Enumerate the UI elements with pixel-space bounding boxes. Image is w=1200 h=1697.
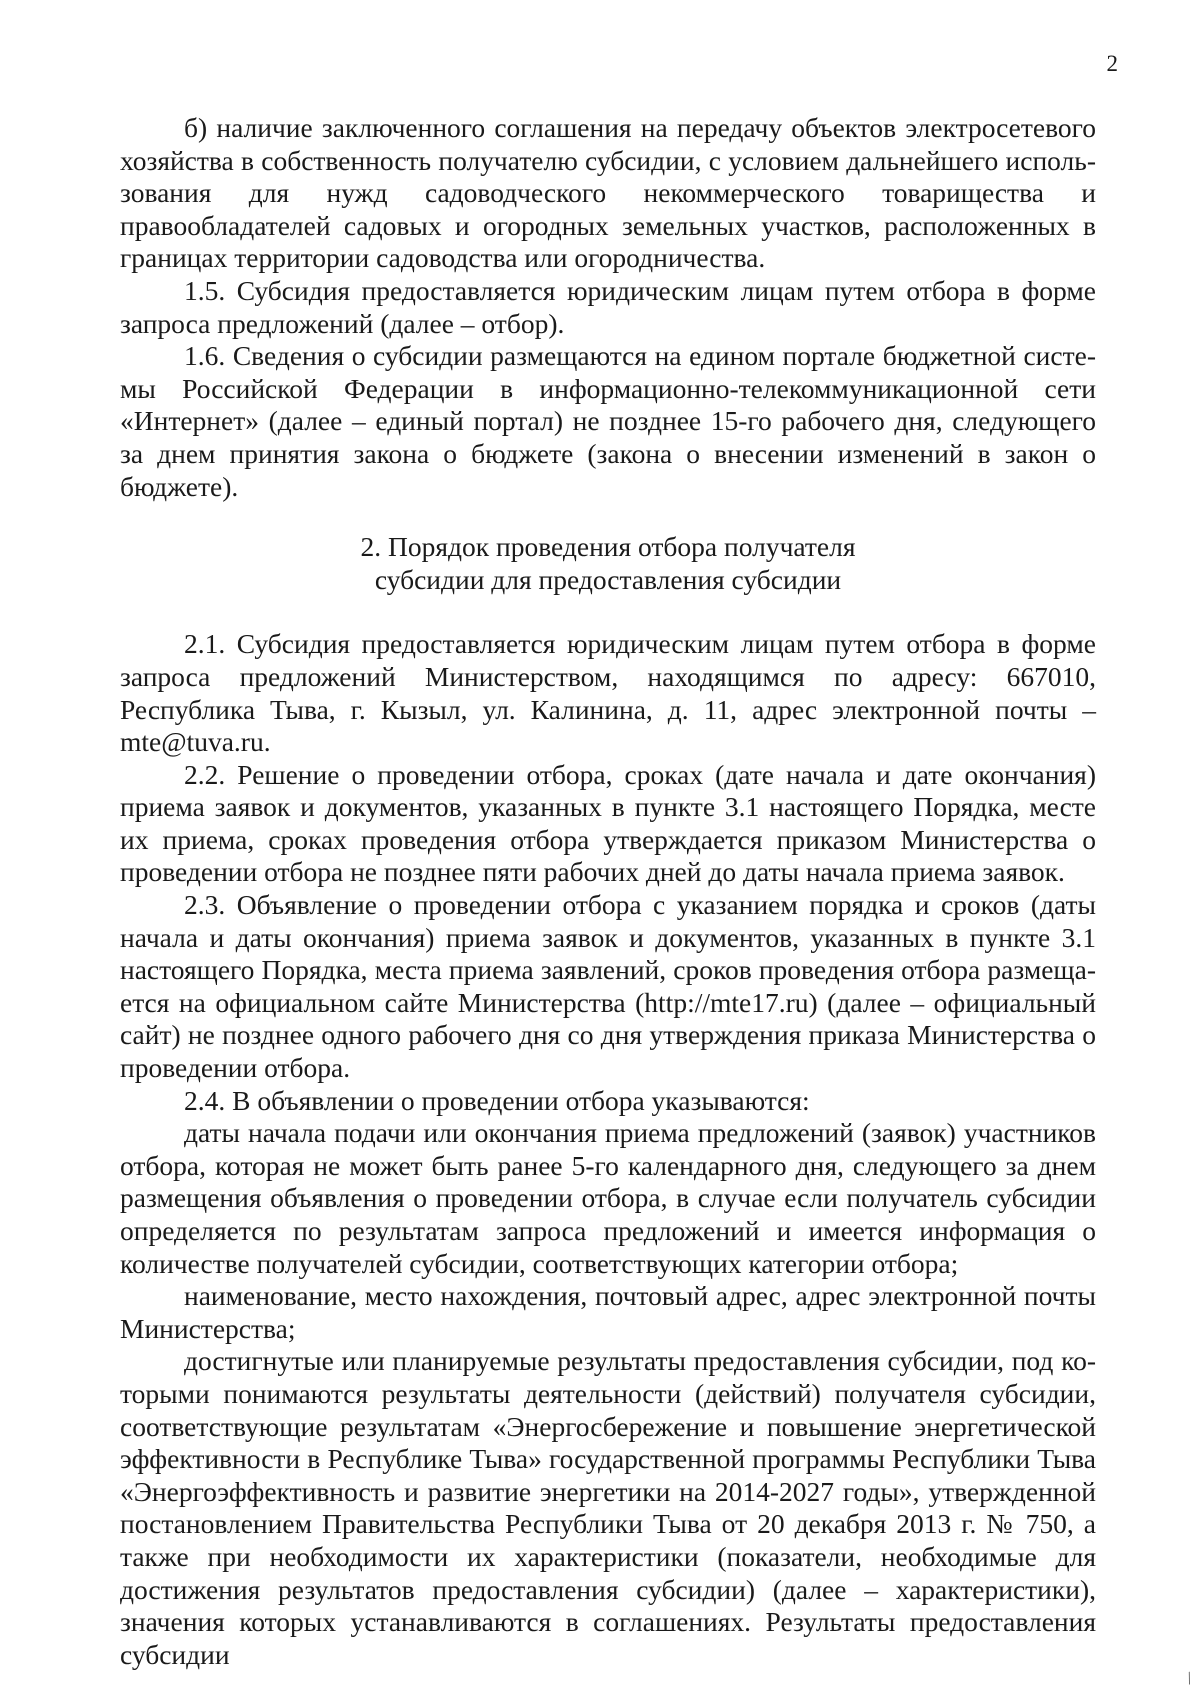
paragraph-1-5: 1.5. Субсидия предоставляется юридическим лицам путем отбора в форме запроса предложений (далее – отбор). bbox=[120, 274, 1096, 339]
paragraph-name-address: наименование, место нахождения, почтовый адрес, адрес электронной почты Министерства; bbox=[120, 1280, 1096, 1344]
section-heading bbox=[120, 503, 1096, 628]
paragraph-2-2: 2.2. Решение о проведении отбора, сроках (дате начала и дате окончания) приема заявок и документов, указанных в пункте 3.1 настоящего Порядка, месте их приема, сроках проведения отбора утверждается приказом Министерства о проведении отбора не позднее пяти рабочих дней до даты начала приема заявок. bbox=[120, 758, 1096, 888]
paragraph-2-1: 2.1. Субсидия предоставляется юридическим лицам путем отбора в форме запроса предложений Министерством, находящимся по адресу: 667010, Республика Тыва, г. Кызыл, ул. Калинина, д. 11, адрес электронной почты – mte@tuva.ru. bbox=[120, 628, 1096, 758]
margin-pencil-mark: / bbox=[1183, 1667, 1196, 1689]
document-body bbox=[120, 112, 1096, 1671]
section-heading-line-1: 2. Порядок проведения отбора получателя bbox=[360, 531, 856, 563]
paragraph-2-4: 2.4. В объявлении о проведении отбора указываются: bbox=[184, 1084, 810, 1116]
page-number: 2 bbox=[1106, 51, 1118, 76]
section-heading-line-2: субсидии для предоставления субсидии bbox=[374, 563, 842, 595]
paragraph-b: б) наличие заключенного соглашения на передачу объектов электросетевого хозяйства в собственность получателю субсидии, с условием дальнейшего использования для нужд садоводческого некоммерческого товарищества и правообладателей садовых и огородных земельных участков, расположенных в границах территории садоводства или огородничества. bbox=[120, 112, 1096, 274]
paragraph-1-6: 1.6. Сведения о субсидии размещаются на едином портале бюджетной системы Российской Федерации в информационно-телекоммуникационной сети «Интернет» (далее – единый портал) не позднее 15-го рабочего дня, следующего за днем принятия закона о бюджете (закона о внесении изменений в закон о бюджете). bbox=[120, 340, 1096, 502]
paragraph-dates: даты начала подачи или окончания приема предложений (заявок) участников отбора, которая не может быть ранее 5-го календарного дня, следующего за днем размещения объявления о проведении отбора, в случае если получатель субсидии определяется по результатам запроса предложений и имеется информация о количестве получателей субсидии, соответствующих категории отбора; bbox=[120, 1117, 1096, 1279]
paragraph-results: достигнутые или планируемые результаты предоставления субсидии, под которыми понимаются результаты деятельности (действий) получателя субсидии, соответствующие результатам «Энергосбережение и повышение энергетической эффективности в Республике Тыва» государственной программы Республики Тыва «Энергоэффективность и развитие энергетики на 2014-2027 годы», утвержденной постановлением Правительства Республики Тыва от 20 декабря 2013 г. № 750, а также при необходимости их характеристики (показатели, необходимые для достижения результатов предоставления субсидии) (далее – характеристики), значения которых устанавливаются в соглашениях. Результаты предоставления субсидии bbox=[120, 1345, 1096, 1670]
paragraph-2-3: 2.3. Объявление о проведении отбора с указанием порядка и сроков (даты начала и даты окончания) приема заявок и документов, указанных в пункте 3.1 настоящего Порядка, места приема заявлений, сроков проведения отбора размещается на официальном сайте Министерства (http://mte17.ru) (далее – официальный сайт) не позднее одного рабочего дня со дня утверждения приказа Министерства о проведении отбора. bbox=[120, 889, 1096, 1084]
